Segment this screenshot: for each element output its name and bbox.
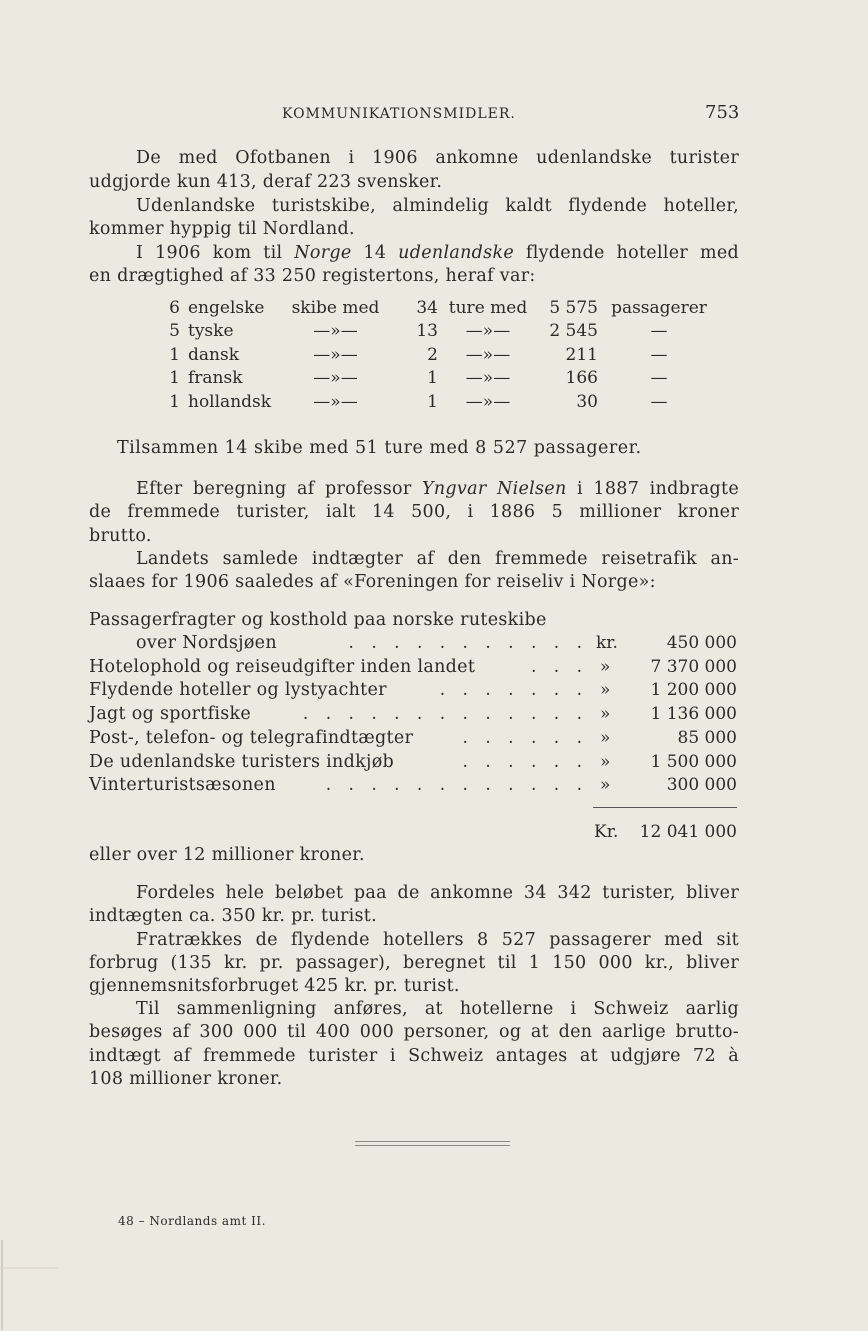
ornament-rule-bottom — [355, 1145, 510, 1146]
para7-line1: Fratrækkes de flydende hotellers 8 527 passagerer med sit — [136, 930, 739, 950]
income-item-leader-dots: . . . . . . . — [439, 680, 588, 700]
para2-line2: kommer hyppig til Nordland. — [89, 219, 355, 239]
income-item-label: over Nordsjøen — [136, 633, 277, 653]
ship-cell-ture: 1 — [427, 368, 438, 389]
income-item-currency: » — [600, 752, 611, 772]
para8-line2: besøges af 300 000 til 400 000 personer, og at den aarlige brutto- — [89, 1022, 739, 1042]
ornament-rule-top — [355, 1141, 510, 1142]
income-item-currency: » — [600, 704, 611, 724]
income-item-amount: 1 200 000 — [650, 680, 737, 700]
ship-cell-med: —»— — [465, 368, 511, 389]
para2-line1: Udenlandske turistskibe, almindelig kaldt flydende hoteller, — [136, 196, 739, 216]
ship-cell-count: 6 — [169, 297, 180, 318]
para8-line4: 108 millioner kroner. — [89, 1069, 283, 1089]
person-name: Yngvar Nielsen — [421, 479, 567, 499]
para4-text-c: i 1887 indbragte — [566, 479, 739, 499]
income-first-label: Passagerfragter og kosthold paa norske ruteskibe — [89, 610, 547, 630]
printer-signature: 48 – Nordlands amt II. — [118, 1214, 266, 1228]
income-item-label: Hotelophold og reiseudgifter inden landet — [89, 657, 476, 677]
ship-cell-skibe: skibe med — [291, 297, 380, 318]
ship-cell-nation: dansk — [188, 344, 239, 365]
para3-text-a: I 1906 kom til — [136, 243, 295, 263]
para4-text-a: Efter beregning af professor — [136, 479, 422, 499]
ships-total-line: Tilsammen 14 skibe med 51 ture med 8 527 passagerer. — [117, 438, 642, 458]
para5-line1: Landets samlede indtægter af den fremmede reisetrafik an- — [136, 549, 739, 569]
para6-line2: indtægten ca. 350 kr. pr. turist. — [89, 906, 377, 926]
ship-cell-med: —»— — [465, 321, 511, 342]
income-item-leader-dots: . . . . . . . . . . . . . — [302, 704, 588, 724]
income-item-amount: 450 000 — [666, 633, 737, 653]
para6-line1: Fordeles hele beløbet paa de ankomne 34 342 turister, bliver — [136, 883, 739, 903]
page-edge-marks — [0, 1240, 60, 1330]
word-udenlandske: udenlandske — [398, 243, 515, 263]
ship-cell-skibe: —»— — [313, 391, 358, 412]
para3-line1 — [136, 243, 739, 263]
total-amount: 12 041 000 — [639, 822, 737, 842]
income-item-amount: 300 000 — [666, 775, 737, 795]
ship-cell-skibe: —»— — [313, 344, 358, 365]
country-norge: Norge — [294, 243, 352, 263]
page-number: 753 — [705, 102, 740, 123]
para1-line2: udgjorde kun 413, deraf 223 svensker. — [89, 172, 443, 192]
income-item-leader-dots: . . . — [530, 657, 588, 677]
para4-line1 — [136, 479, 739, 499]
income-item-amount: 7 370 000 — [650, 657, 737, 677]
income-item-currency: » — [600, 680, 611, 700]
income-item-label: De udenlandske turisters indkjøb — [89, 752, 395, 772]
ship-cell-med: —»— — [465, 391, 511, 412]
para7-line2: forbrug (135 kr. pr. passager), beregnet til 1 150 000 kr., bliver — [89, 953, 739, 973]
ship-row — [157, 296, 714, 320]
ship-cell-nation: engelske — [188, 297, 265, 318]
income-item-label: Jagt og sportfiske — [89, 704, 252, 724]
ship-cell-ture: 34 — [416, 297, 438, 318]
income-item-amount: 1 136 000 — [650, 704, 737, 724]
ship-cell-ture: 2 — [427, 344, 438, 365]
ship-cell-pass: 166 — [565, 368, 598, 389]
income-item-currency: kr. — [596, 633, 618, 653]
ship-cell-pass: 211 — [565, 344, 598, 365]
ship-cell-ture: 13 — [416, 321, 438, 342]
income-item-label: Post-, telefon- og telegrafindtægter — [89, 728, 414, 748]
ship-cell-nation: tyske — [188, 321, 234, 342]
income-item-leader-dots: . . . . . . — [462, 728, 588, 748]
para4-line3: brutto. — [89, 526, 152, 546]
ship-cell-skibe: —»— — [313, 321, 358, 342]
ship-cell-unit: passagerer — [611, 297, 707, 318]
ship-cell-med: ture med — [448, 297, 528, 318]
income-item-label: Flydende hoteller og lystyachter — [89, 680, 387, 700]
income-item-amount: 85 000 — [677, 728, 737, 748]
para3-text-c: 14 — [351, 243, 399, 263]
para8-line1: Til sammenligning anføres, at hotellerne i Schweiz aarlig — [136, 999, 739, 1019]
ship-row — [157, 390, 714, 414]
ship-cell-count: 1 — [169, 368, 180, 389]
ship-cell-count: 1 — [169, 391, 180, 412]
ship-cell-skibe: —»— — [313, 368, 358, 389]
ship-cell-ture: 1 — [427, 391, 438, 412]
para7-line3: gjennemsnitsforbruget 425 kr. pr. turist. — [89, 976, 460, 996]
after-total-line: eller over 12 millioner kroner. — [89, 845, 365, 865]
income-item-currency: » — [600, 728, 611, 748]
ship-cell-unit: — — [650, 344, 668, 365]
income-item-leader-dots: . . . . . . . . . . . — [348, 633, 588, 653]
ship-cell-unit: — — [650, 321, 668, 342]
para1-line1: De med Ofotbanen i 1906 ankomne udenlandske turister — [136, 148, 739, 168]
total-currency: Kr. — [594, 822, 619, 842]
ship-cell-pass: 5 575 — [549, 297, 598, 318]
para3-text-e: flydende hoteller med — [514, 243, 739, 263]
para5-line2: slaaes for 1906 saaledes af «Foreningen for reiseliv i Norge»: — [89, 572, 656, 592]
ship-cell-pass: 30 — [576, 391, 598, 412]
ship-row — [157, 367, 714, 391]
ship-cell-count: 5 — [169, 321, 180, 342]
sum-rule — [593, 807, 737, 808]
ship-cell-nation: hollandsk — [188, 391, 272, 412]
ships-table — [157, 296, 714, 414]
para4-line2: de fremmede turister, ialt 14 500, i 1886 5 millioner kroner — [89, 502, 739, 522]
ship-cell-med: —»— — [465, 344, 511, 365]
income-item-leader-dots: . . . . . . . . . . . . — [325, 775, 588, 795]
ship-row — [157, 343, 714, 367]
ship-cell-count: 1 — [169, 344, 180, 365]
income-item-currency: » — [600, 775, 611, 795]
ship-cell-nation: fransk — [188, 368, 243, 389]
ship-cell-pass: 2 545 — [549, 321, 598, 342]
income-item-amount: 1 500 000 — [650, 752, 737, 772]
para8-line3: indtægt af fremmede turister i Schweiz antages at udgjøre 72 à — [89, 1046, 739, 1066]
ship-cell-unit: — — [650, 391, 668, 412]
ship-cell-unit: — — [650, 368, 668, 389]
income-item-label: Vinterturistsæsonen — [89, 775, 276, 795]
income-item-currency: » — [600, 657, 611, 677]
ship-row — [157, 320, 714, 344]
income-item-leader-dots: . . . . . . — [462, 752, 588, 772]
para3-line2: en drægtighed af 33 250 registertons, heraf var: — [89, 266, 536, 286]
running-head-title: KOMMUNIKATIONSMIDLER. — [282, 106, 516, 122]
